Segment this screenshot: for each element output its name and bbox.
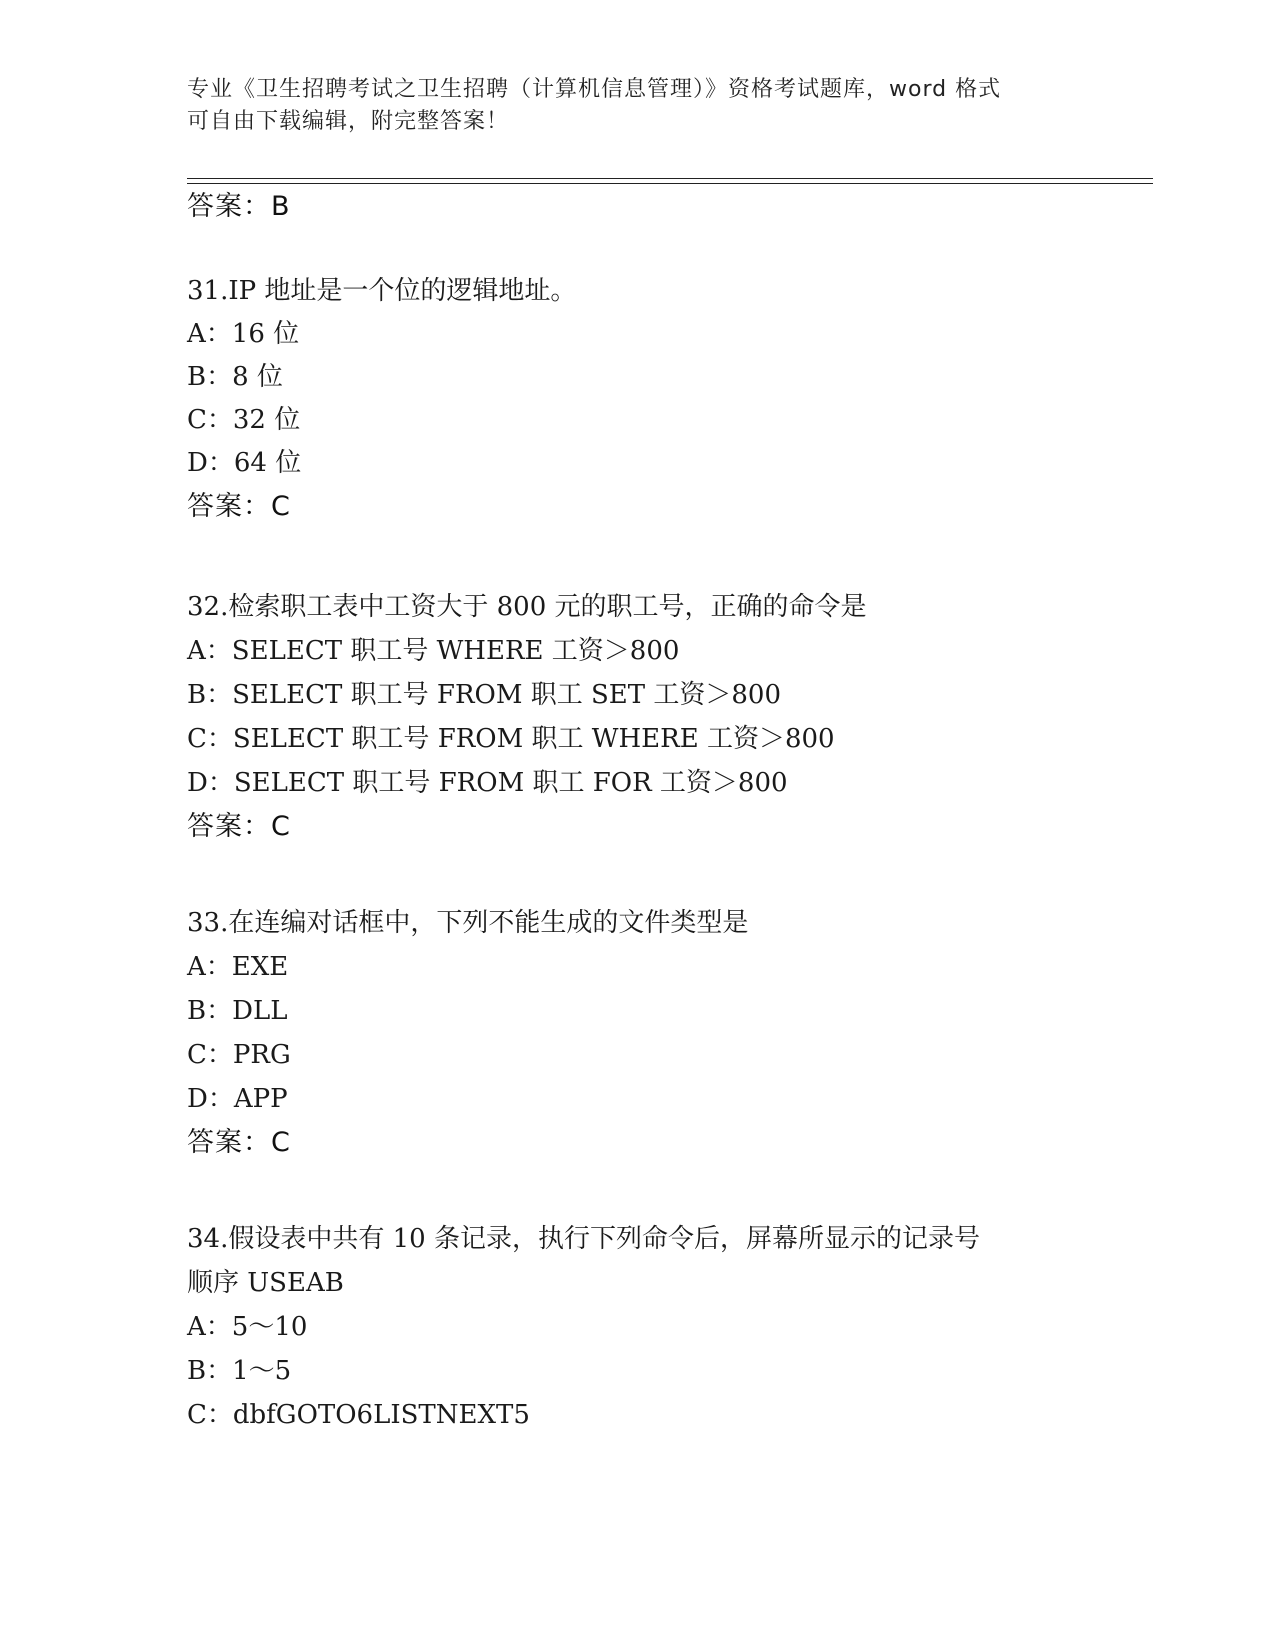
question-32-option-d: D：SELECT 职工号 FROM 职工 FOR 工资＞800 bbox=[187, 768, 788, 798]
header-divider-bottom bbox=[187, 183, 1153, 184]
question-31-option-a: A：16 位 bbox=[187, 319, 300, 349]
question-32-text: 32.检索职工表中工资大于 800 元的职工号，正确的命令是 bbox=[187, 592, 867, 622]
question-33-option-d: D：APP bbox=[187, 1084, 288, 1114]
question-33-option-a: A：EXE bbox=[187, 952, 289, 982]
question-34-text-continued: 顺序 USEAB bbox=[187, 1268, 344, 1298]
question-33-option-c: C：PRG bbox=[187, 1040, 291, 1070]
question-33-text: 33.在连编对话框中，下列不能生成的文件类型是 bbox=[187, 908, 749, 938]
question-33-answer: 答案：C bbox=[187, 1127, 291, 1158]
question-34-option-b: B：1～5 bbox=[187, 1356, 292, 1386]
document-header bbox=[187, 74, 1087, 138]
question-34-text: 34.假设表中共有 10 条记录，执行下列命令后，屏幕所显示的记录号 bbox=[187, 1224, 980, 1254]
question-31-answer: 答案：C bbox=[187, 491, 291, 522]
answer-line: 答案：B bbox=[187, 191, 291, 222]
question-34-option-a: A：5～10 bbox=[187, 1312, 308, 1342]
question-32-option-a: A：SELECT 职工号 WHERE 工资＞800 bbox=[187, 636, 680, 666]
question-32-answer: 答案：C bbox=[187, 811, 291, 842]
question-31-text: 31.IP 地址是一个位的逻辑地址。 bbox=[187, 276, 577, 306]
question-33-option-b: B：DLL bbox=[187, 996, 288, 1026]
header-divider-top bbox=[187, 178, 1153, 179]
header-line-2: 可自由下载编辑，附完整答案！ bbox=[187, 109, 510, 134]
question-34-option-c: C：dbfGOTO6LISTNEXT5 bbox=[187, 1400, 530, 1430]
question-31-option-d: D：64 位 bbox=[187, 448, 302, 478]
question-32-option-c: C：SELECT 职工号 FROM 职工 WHERE 工资＞800 bbox=[187, 724, 835, 754]
question-31-option-b: B：8 位 bbox=[187, 362, 283, 392]
header-line-1: 专业《卫生招聘考试之卫生招聘（计算机信息管理）》资格考试题库，word 格式 bbox=[187, 77, 1002, 102]
question-31-option-c: C：32 位 bbox=[187, 405, 301, 435]
question-32-option-b: B：SELECT 职工号 FROM 职工 SET 工资＞800 bbox=[187, 680, 782, 710]
